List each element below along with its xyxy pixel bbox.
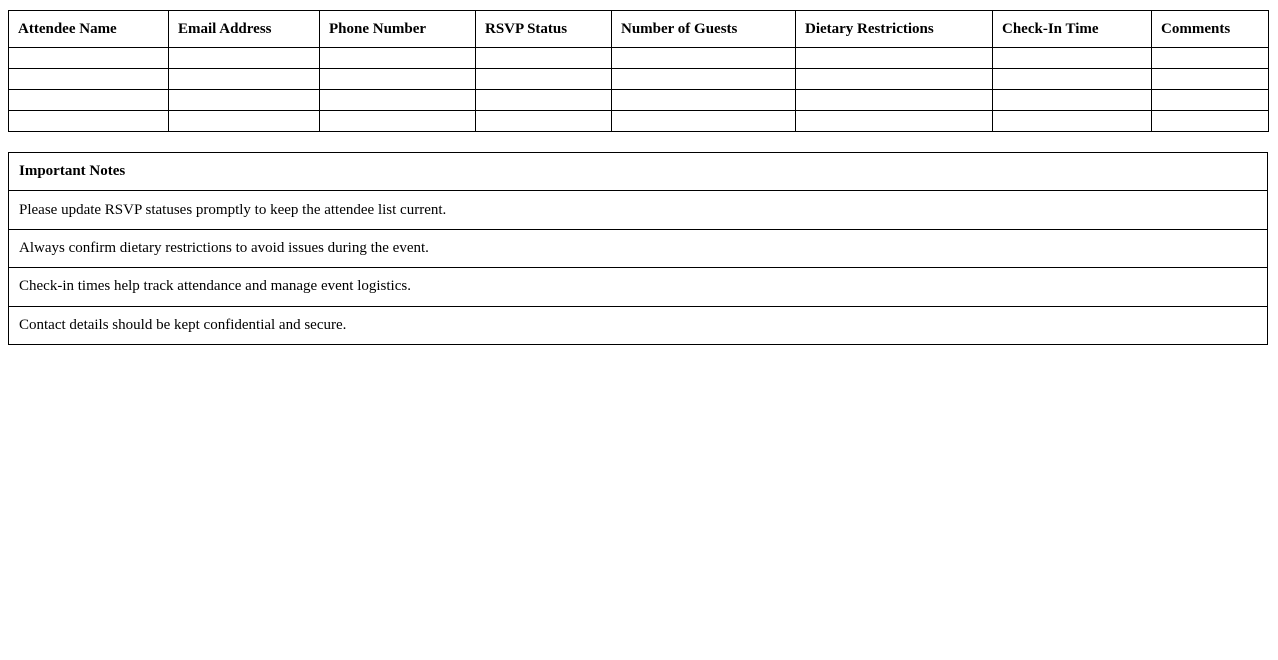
table-row — [9, 111, 1269, 132]
note-row — [9, 229, 1268, 267]
empty-cell[interactable] — [993, 90, 1152, 111]
attendee-table — [8, 10, 1269, 132]
empty-cell[interactable] — [993, 111, 1152, 132]
empty-cell[interactable] — [1152, 111, 1269, 132]
notes-table — [8, 152, 1268, 345]
empty-cell[interactable] — [9, 90, 169, 111]
empty-cell[interactable] — [1152, 48, 1269, 69]
attendee-table-header-row — [9, 11, 1269, 48]
empty-cell[interactable] — [993, 48, 1152, 69]
empty-cell[interactable] — [169, 111, 320, 132]
empty-cell[interactable] — [612, 69, 796, 90]
table-row — [9, 48, 1269, 69]
header-number-of-guests: Number of Guests — [612, 11, 796, 48]
notes-title-row — [9, 153, 1268, 191]
empty-cell[interactable] — [612, 90, 796, 111]
note-row — [9, 191, 1268, 229]
note-item: Please update RSVP statuses promptly to keep the attendee list current. — [9, 191, 1268, 229]
empty-cell[interactable] — [9, 48, 169, 69]
empty-cell[interactable] — [796, 90, 993, 111]
empty-cell[interactable] — [320, 48, 476, 69]
empty-cell[interactable] — [796, 111, 993, 132]
note-row — [9, 306, 1268, 344]
note-row — [9, 268, 1268, 306]
empty-cell[interactable] — [169, 48, 320, 69]
empty-cell[interactable] — [9, 69, 169, 90]
empty-cell[interactable] — [993, 69, 1152, 90]
header-comments: Comments — [1152, 11, 1269, 48]
table-row — [9, 69, 1269, 90]
empty-cell[interactable] — [476, 90, 612, 111]
empty-cell[interactable] — [476, 111, 612, 132]
empty-cell[interactable] — [476, 48, 612, 69]
empty-cell[interactable] — [796, 69, 993, 90]
empty-cell[interactable] — [320, 90, 476, 111]
empty-cell[interactable] — [612, 48, 796, 69]
empty-cell[interactable] — [320, 69, 476, 90]
header-rsvp-status: RSVP Status — [476, 11, 612, 48]
header-phone-number: Phone Number — [320, 11, 476, 48]
empty-cell[interactable] — [9, 111, 169, 132]
header-email-address: Email Address — [169, 11, 320, 48]
empty-cell[interactable] — [169, 90, 320, 111]
note-item: Contact details should be kept confidential and secure. — [9, 306, 1268, 344]
empty-cell[interactable] — [169, 69, 320, 90]
header-dietary-restrictions: Dietary Restrictions — [796, 11, 993, 48]
header-attendee-name: Attendee Name — [9, 11, 169, 48]
note-item: Check-in times help track attendance and manage event logistics. — [9, 268, 1268, 306]
empty-cell[interactable] — [612, 111, 796, 132]
empty-cell[interactable] — [796, 48, 993, 69]
empty-cell[interactable] — [476, 69, 612, 90]
notes-title: Important Notes — [9, 153, 1268, 191]
empty-cell[interactable] — [1152, 69, 1269, 90]
header-check-in-time: Check-In Time — [993, 11, 1152, 48]
empty-cell[interactable] — [1152, 90, 1269, 111]
empty-cell[interactable] — [320, 111, 476, 132]
table-row — [9, 90, 1269, 111]
note-item: Always confirm dietary restrictions to avoid issues during the event. — [9, 229, 1268, 267]
document-page — [8, 10, 1268, 345]
